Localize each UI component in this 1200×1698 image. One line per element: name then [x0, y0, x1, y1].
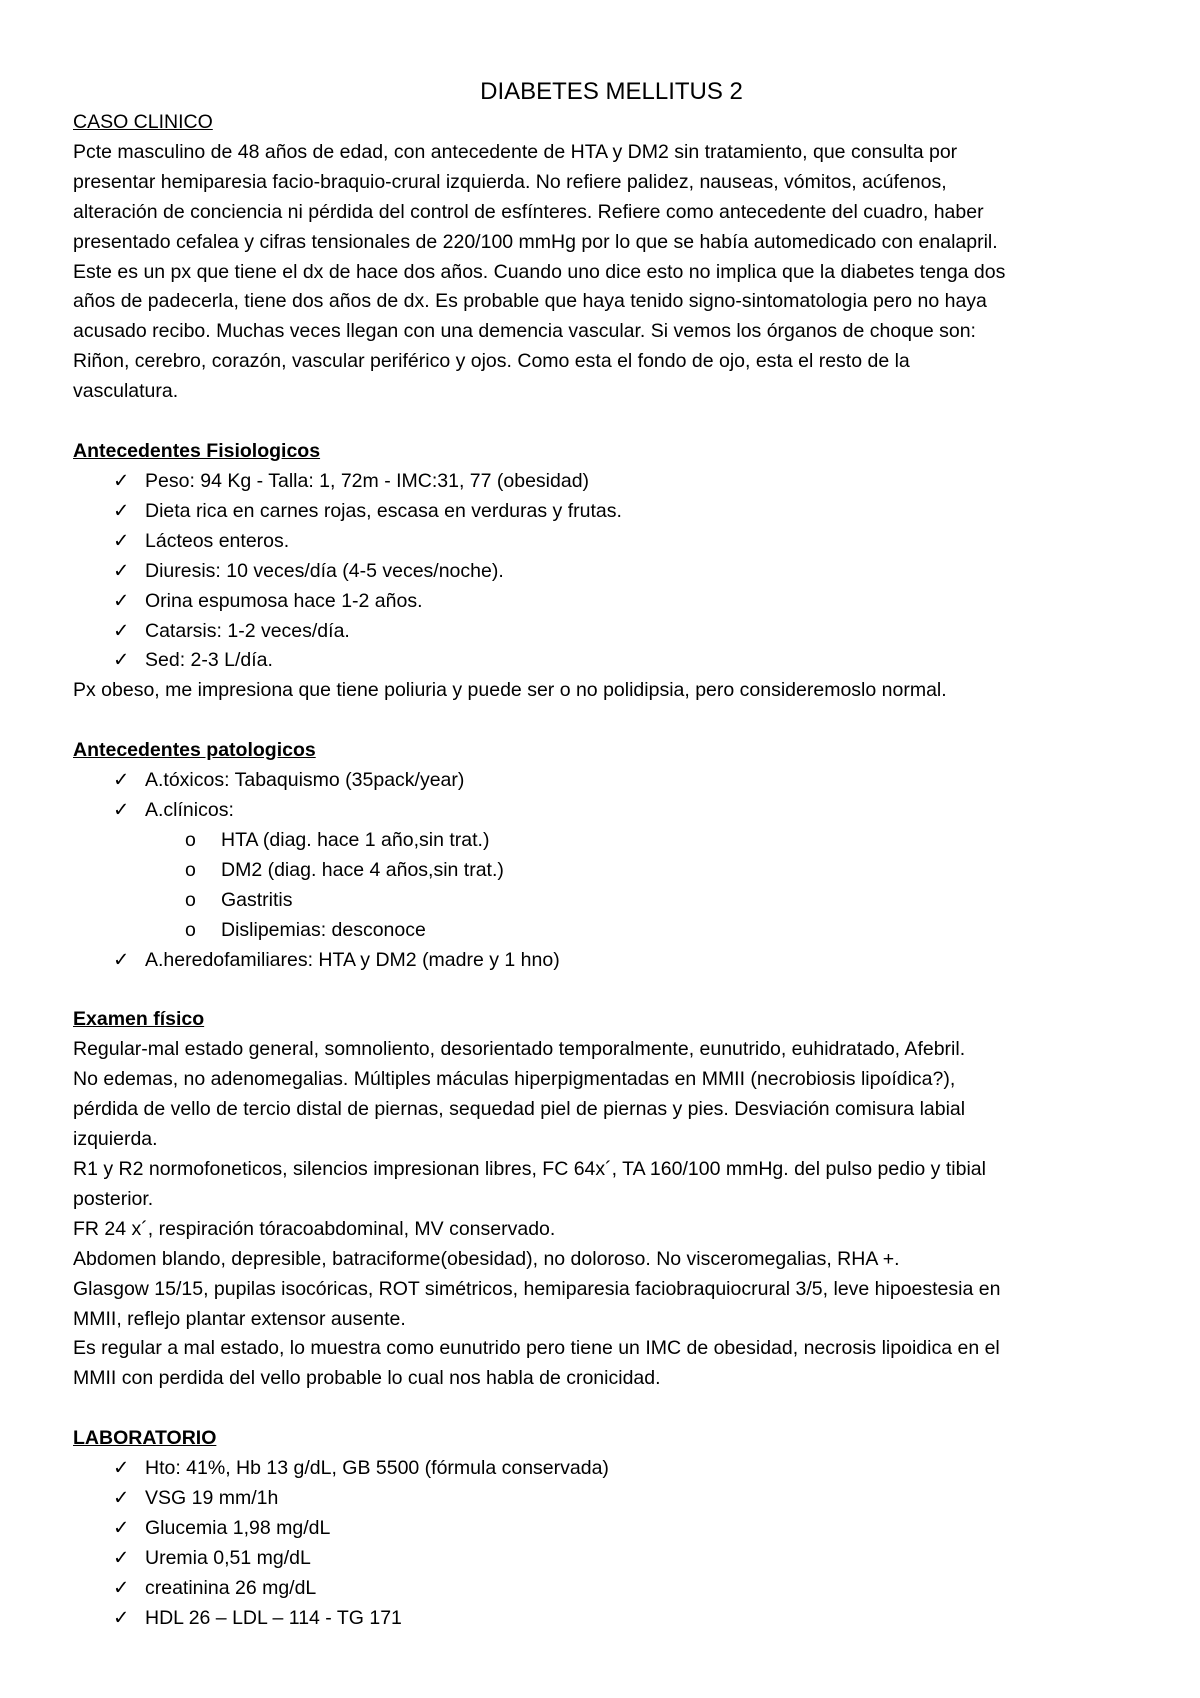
spacer	[73, 706, 1140, 736]
caso-line: acusado recibo. Muchas veces llegan con una demencia vascular. Si vemos los órganos de choque son:	[73, 320, 976, 343]
caso-line: Riñon, cerebro, corazón, vascular periférico y ojos. Como esta el fondo de ojo, esta el resto de la	[73, 350, 910, 373]
checkmark-icon: ✓	[113, 1576, 130, 1599]
list-item: ✓ Sed: 2-3 L/día.	[113, 646, 1140, 676]
list-item: ✓ Glucemia 1,98 mg/dL	[113, 1514, 1140, 1544]
caso-line: presentar hemiparesia facio-braquio-crural izquierda. No refiere palidez, nauseas, vómitos, acúfenos,	[73, 170, 947, 193]
list-item: ✓ Peso: 94 Kg - Talla: 1, 72m - IMC:31, 77 (obesidad)	[113, 467, 1140, 497]
examen-line: MMII con perdida del vello probable lo cual nos habla de cronicidad.	[73, 1367, 661, 1390]
list-item: ✓ creatinina 26 mg/dL	[113, 1574, 1140, 1604]
checkmark-icon: ✓	[113, 469, 130, 492]
spacer	[73, 1394, 1140, 1424]
antecedentes-fisiologicos-section	[73, 437, 1140, 706]
patologicos-list	[73, 766, 1140, 975]
caso-line: presentado cefalea y cifras tensionales de 220/100 mmHg por lo que se había automedicado con enalapril.	[73, 230, 998, 253]
sub-list-item: o DM2 (diag. hace 4 años,sin trat.)	[185, 856, 1140, 886]
examen-line: No edemas, no adenomegalias. Múltiples máculas hiperpigmentadas en MMII (necrobiosis lipoídica?),	[73, 1068, 956, 1091]
fisiologicos-list	[73, 467, 1140, 676]
caso-line: alteración de conciencia ni pérdida del control de esfínteres. Refiere como antecedente del cuadro, haber	[73, 200, 984, 223]
examen-line: R1 y R2 normofoneticos, silencios impresionan libres, FC 64x´, TA 160/100 mmHg. del pulso pedio y tibial	[73, 1158, 986, 1180]
examen-line: FR 24 x´, respiración tóracoabdominal, MV conservado.	[73, 1217, 556, 1240]
examen-line: Abdomen blando, depresible, batraciforme(obesidad), no doloroso. No visceromegalias, RHA +.	[73, 1247, 900, 1270]
checkmark-icon: ✓	[113, 649, 130, 672]
checkmark-icon: ✓	[113, 1606, 130, 1629]
checkmark-icon: ✓	[113, 559, 130, 582]
list-item: ✓ A.heredofamiliares: HTA y DM2 (madre y 1 hno)	[113, 946, 1140, 976]
caso-clinico-section	[73, 108, 1140, 407]
clinicos-sublist	[145, 826, 1140, 946]
checkmark-icon: ✓	[113, 1457, 130, 1480]
list-item: ✓ HDL 26 – LDL – 114 - TG 171	[113, 1604, 1140, 1634]
checkmark-icon: ✓	[113, 529, 130, 552]
antecedentes-patologicos-section	[73, 736, 1140, 975]
examen-line: Es regular a mal estado, lo muestra como eunutrido pero tiene un IMC de obesidad, necrosis lipoidica en el	[73, 1337, 1000, 1360]
checkmark-icon: ✓	[113, 948, 130, 971]
examen-fisico-section	[73, 1005, 1140, 1394]
laboratorio-list	[73, 1454, 1140, 1633]
list-item: ✓ Dieta rica en carnes rojas, escasa en verduras y frutas.	[113, 497, 1140, 527]
sub-list-item: o HTA (diag. hace 1 año,sin trat.)	[185, 826, 1140, 856]
spacer	[73, 407, 1140, 437]
examen-heading: Examen físico	[73, 1008, 205, 1031]
list-item: ✓ A.tóxicos: Tabaquismo (35pack/year)	[113, 766, 1140, 796]
checkmark-icon: ✓	[113, 1516, 130, 1539]
list-item: ✓ Uremia 0,51 mg/dL	[113, 1544, 1140, 1574]
caso-line: años de padecerla, tiene dos años de dx. Es probable que haya tenido signo-sintomatologia pero no haya	[73, 290, 987, 313]
checkmark-icon: ✓	[113, 589, 130, 612]
spacer	[73, 975, 1140, 1005]
laboratorio-section	[73, 1424, 1140, 1633]
checkmark-icon: ✓	[113, 499, 130, 522]
fisiologicos-heading: Antecedentes Fisiologicos	[73, 440, 321, 463]
list-item: ✓ Catarsis: 1-2 veces/día.	[113, 617, 1140, 647]
page-title: DIABETES MELLITUS 2	[480, 78, 743, 105]
caso-line: Este es un px que tiene el dx de hace dos años. Cuando uno dice esto no implica que la diabetes tenga dos	[73, 260, 1006, 283]
caso-line: vasculatura.	[73, 380, 179, 403]
list-item: ✓ Lácteos enteros.	[113, 527, 1140, 557]
examen-line: MMII, reflejo plantar extensor ausente.	[73, 1307, 406, 1330]
list-item: ✓ Diuresis: 10 veces/día (4-5 veces/noche).	[113, 557, 1140, 587]
fisiologicos-note: Px obeso, me impresiona que tiene poliuria y puede ser o no polidipsia, pero consideremoslo normal.	[73, 679, 947, 702]
checkmark-icon: ✓	[113, 1487, 130, 1510]
circle-bullet-icon: o	[185, 828, 196, 851]
examen-line: pérdida de vello de tercio distal de piernas, sequedad piel de piernas y pies. Desviación comisura labial	[73, 1098, 966, 1121]
sub-list-item: o Dislipemias: desconoce	[185, 916, 1140, 946]
patologicos-heading: Antecedentes patologicos	[73, 739, 316, 762]
sub-list-item: o Gastritis	[185, 886, 1140, 916]
laboratorio-heading: LABORATORIO	[73, 1427, 217, 1450]
list-item: ✓ Hto: 41%, Hb 13 g/dL, GB 5500 (fórmula conservada)	[113, 1454, 1140, 1484]
examen-line: izquierda.	[73, 1128, 158, 1151]
examen-line: Regular-mal estado general, somnoliento, desorientado temporalmente, eunutrido, euhidratado, Afebril.	[73, 1038, 966, 1061]
circle-bullet-icon: o	[185, 888, 196, 911]
checkmark-icon: ✓	[113, 619, 130, 642]
checkmark-icon: ✓	[113, 769, 130, 792]
list-item: ✓ VSG 19 mm/1h	[113, 1484, 1140, 1514]
checkmark-icon: ✓	[113, 799, 130, 822]
list-item: ✓ Orina espumosa hace 1-2 años.	[113, 587, 1140, 617]
checkmark-icon: ✓	[113, 1546, 130, 1569]
circle-bullet-icon: o	[185, 858, 196, 881]
caso-clinico-heading: CASO CLINICO	[73, 111, 213, 133]
list-item: ✓ A.clínicos: o HTA (diag. hace 1 año,sin trat.) o DM2 (diag. hace 4 años,sin trat.) o Gastritis o Dislipemias: desconoce	[113, 796, 1140, 946]
circle-bullet-icon: o	[185, 918, 196, 941]
examen-line: Glasgow 15/15, pupilas isocóricas, ROT simétricos, hemiparesia faciobraquiocrural 3/5, leve hipoestesia en	[73, 1277, 1001, 1300]
caso-line: Pcte masculino de 48 años de edad, con antecedente de HTA y DM2 sin tratamiento, que consulta por	[73, 140, 958, 163]
examen-line: posterior.	[73, 1187, 154, 1210]
